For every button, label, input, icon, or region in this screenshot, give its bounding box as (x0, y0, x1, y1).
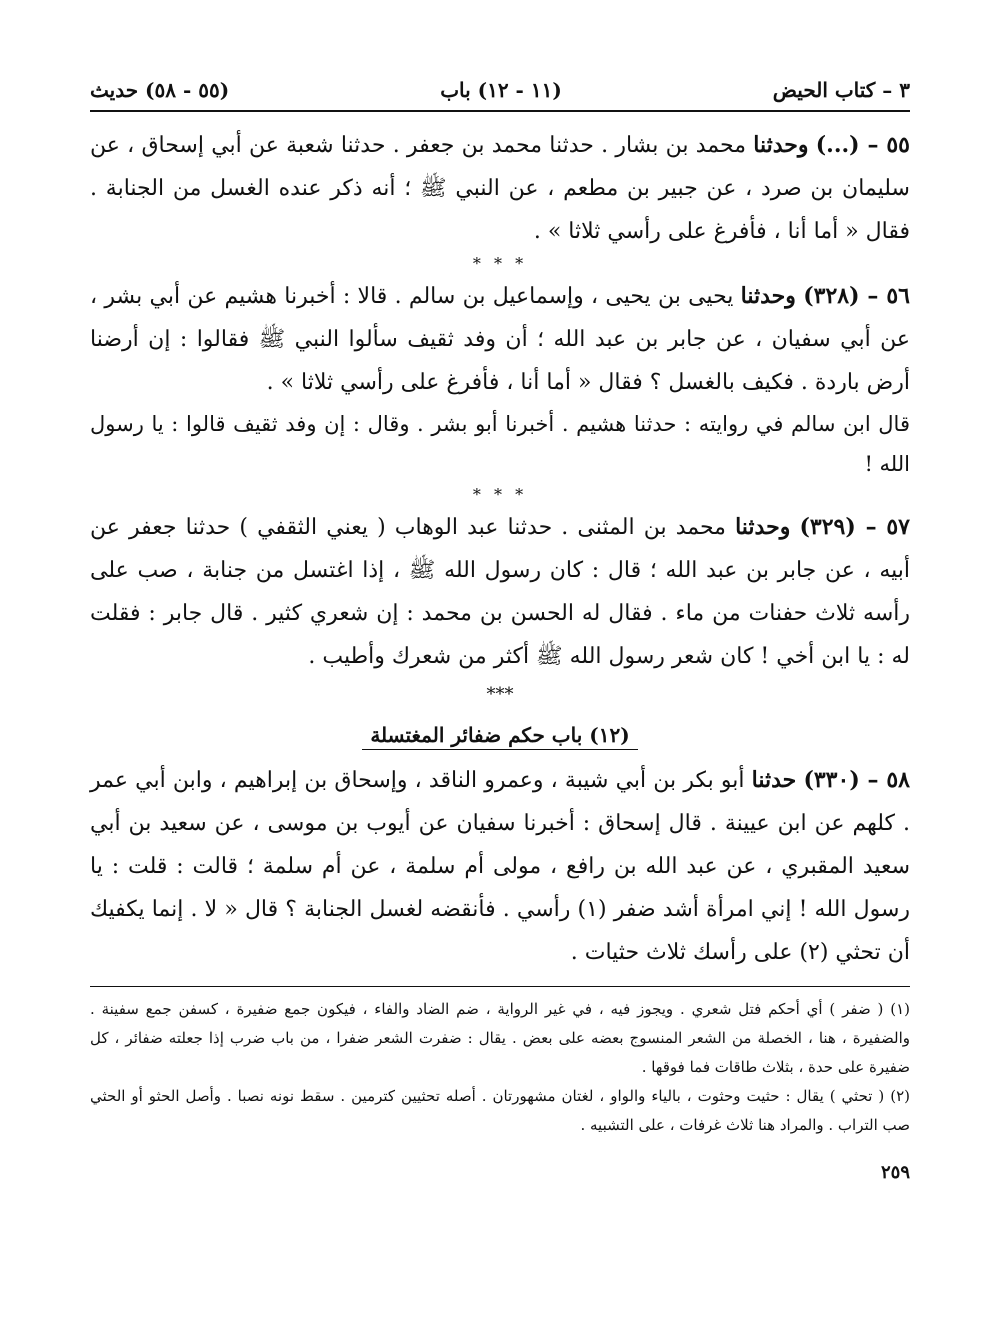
hadith-57 (90, 506, 910, 678)
hadith-58 (90, 759, 910, 974)
separator-stars: * * * (472, 254, 528, 273)
hadith-intro: وحدثنا (753, 132, 809, 158)
hadith-intro: وحدثنا (735, 514, 791, 540)
page-number: ٢٥٩ (880, 1162, 910, 1183)
header-chapter-range: (١١ - ١٢) باب (440, 78, 562, 102)
page (90, 78, 910, 1183)
hadith-intro: وحدثنا (740, 283, 796, 309)
hadith-text: محمد بن بشار . حدثنا محمد بن جعفر . حدثنا شعبة عن أبي إسحاق ، عن سليمان بن صرد ، عن جبير بن مطعم ، عن النبي ﷺ ؛ أنه ذكر عنده الغسل من الجنابة . فقال « أما أنا ، فأفرغ على رأسي ثلاثا » . (90, 133, 910, 244)
hadith-number: ٥٦ – (٣٢٨) (803, 283, 910, 309)
section-ornament: *** (486, 684, 514, 705)
hadith-text: يحيى بن يحيى ، وإسماعيل بن سالم . قالا : أخبرنا هشيم عن أبي بشر ، عن أبي سفيان ، عن جابر بن عبد الله ؛ أن وفد ثقيف سألوا النبي ﷺ فقالوا : إن أرضنا أرض باردة . فكيف بالغسل ؟ فقال « أما أنا ، فأفرغ على رأسي ثلاثا » . (90, 284, 910, 395)
hadith-intro: حدثنا (751, 767, 797, 793)
footnote-1: (١) ( ضفر ) أي أحكم فتل شعري . ويجوز فيه ، في غير الرواية ، ضم الضاد والفاء ، فيكون جمع ضفيرة ، كسفن جمع سفينة . والضفيرة ، هنا ، الخصلة من الشعر المنسوج بعضه على بعض . يقال : ضفرت الشعر ضفرا ، من باب ضرب إذا جعلته ضفائر ، كل ضفيرة على حدة ، بثلاث طاقات فما فوقها . (90, 1000, 910, 1076)
hadith-text: محمد بن المثنى . حدثنا عبد الوهاب ( يعني الثقفي ) حدثنا جعفر عن أبيه ، عن جابر بن عبد الله ؛ قال : كان رسول الله ﷺ ، إذا اغتسل من جنابة ، صب على رأسه ثلاث حفنات من ماء . فقال له الحسن بن محمد : إن شعري كثير . قال جابر : فقلت له : يا ابن أخي ! كان شعر رسول الله ﷺ أكثر من شعرك وأطيب . (90, 515, 910, 669)
header-book-title: ٣ – كتاب الحيض (772, 78, 910, 102)
footnote-2: (٢) ( تحثي ) يقال : حثيت وحثوت ، بالياء والواو ، لغتان مشهورتان . أصله تحثيين كترمين . سقط نونه نصبا . وأصل الحثو أو الحثي صب التراب . والمراد هنا ثلاث غرفات ، على التشبيه . (90, 1087, 910, 1134)
hadith-56 (90, 275, 910, 484)
header-hadith-range: (٥٥ - ٥٨) حديث (90, 78, 230, 102)
running-header (90, 78, 910, 112)
separator-stars: * * * (472, 485, 528, 504)
hadith-text: أبو بكر بن أبي شيبة ، وعمرو الناقد ، وإسحاق بن إبراهيم ، وابن أبي عمر . كلهم عن ابن عيينة . قال إسحاق : أخبرنا سفيان عن أيوب بن موسى ، عن سعيد بن أبي سعيد المقبري ، عن عبد الله بن رافع ، مولى أم سلمة ، عن أم سلمة ؛ قالت : قلت : يا رسول الله ! إني امرأة أشد ضفر (١) رأسي . فأنقضه لغسل الجنابة ؟ قال « لا . إنما يكفيك أن تحثي (٢) على رأسك ثلاث حثيات . (90, 768, 910, 965)
hadith-number: ٥٨ – (٣٣٠) (803, 767, 910, 793)
narration-note: قال ابن سالم في روايته : حدثنا هشيم . أخبرنا أبو بشر . وقال : إن وفد ثقيف قالوا : يا رسول الله ! (90, 412, 910, 476)
chapter-title: (١٢) باب حكم ضفائر المغتسلة (362, 723, 637, 750)
hadith-number: ٥٧ – (٣٢٩) (799, 514, 910, 540)
hadith-55 (90, 124, 910, 253)
chapter-heading (90, 723, 910, 747)
hadith-number: ٥٥ – (...) (815, 132, 910, 158)
footnotes (90, 986, 910, 1140)
